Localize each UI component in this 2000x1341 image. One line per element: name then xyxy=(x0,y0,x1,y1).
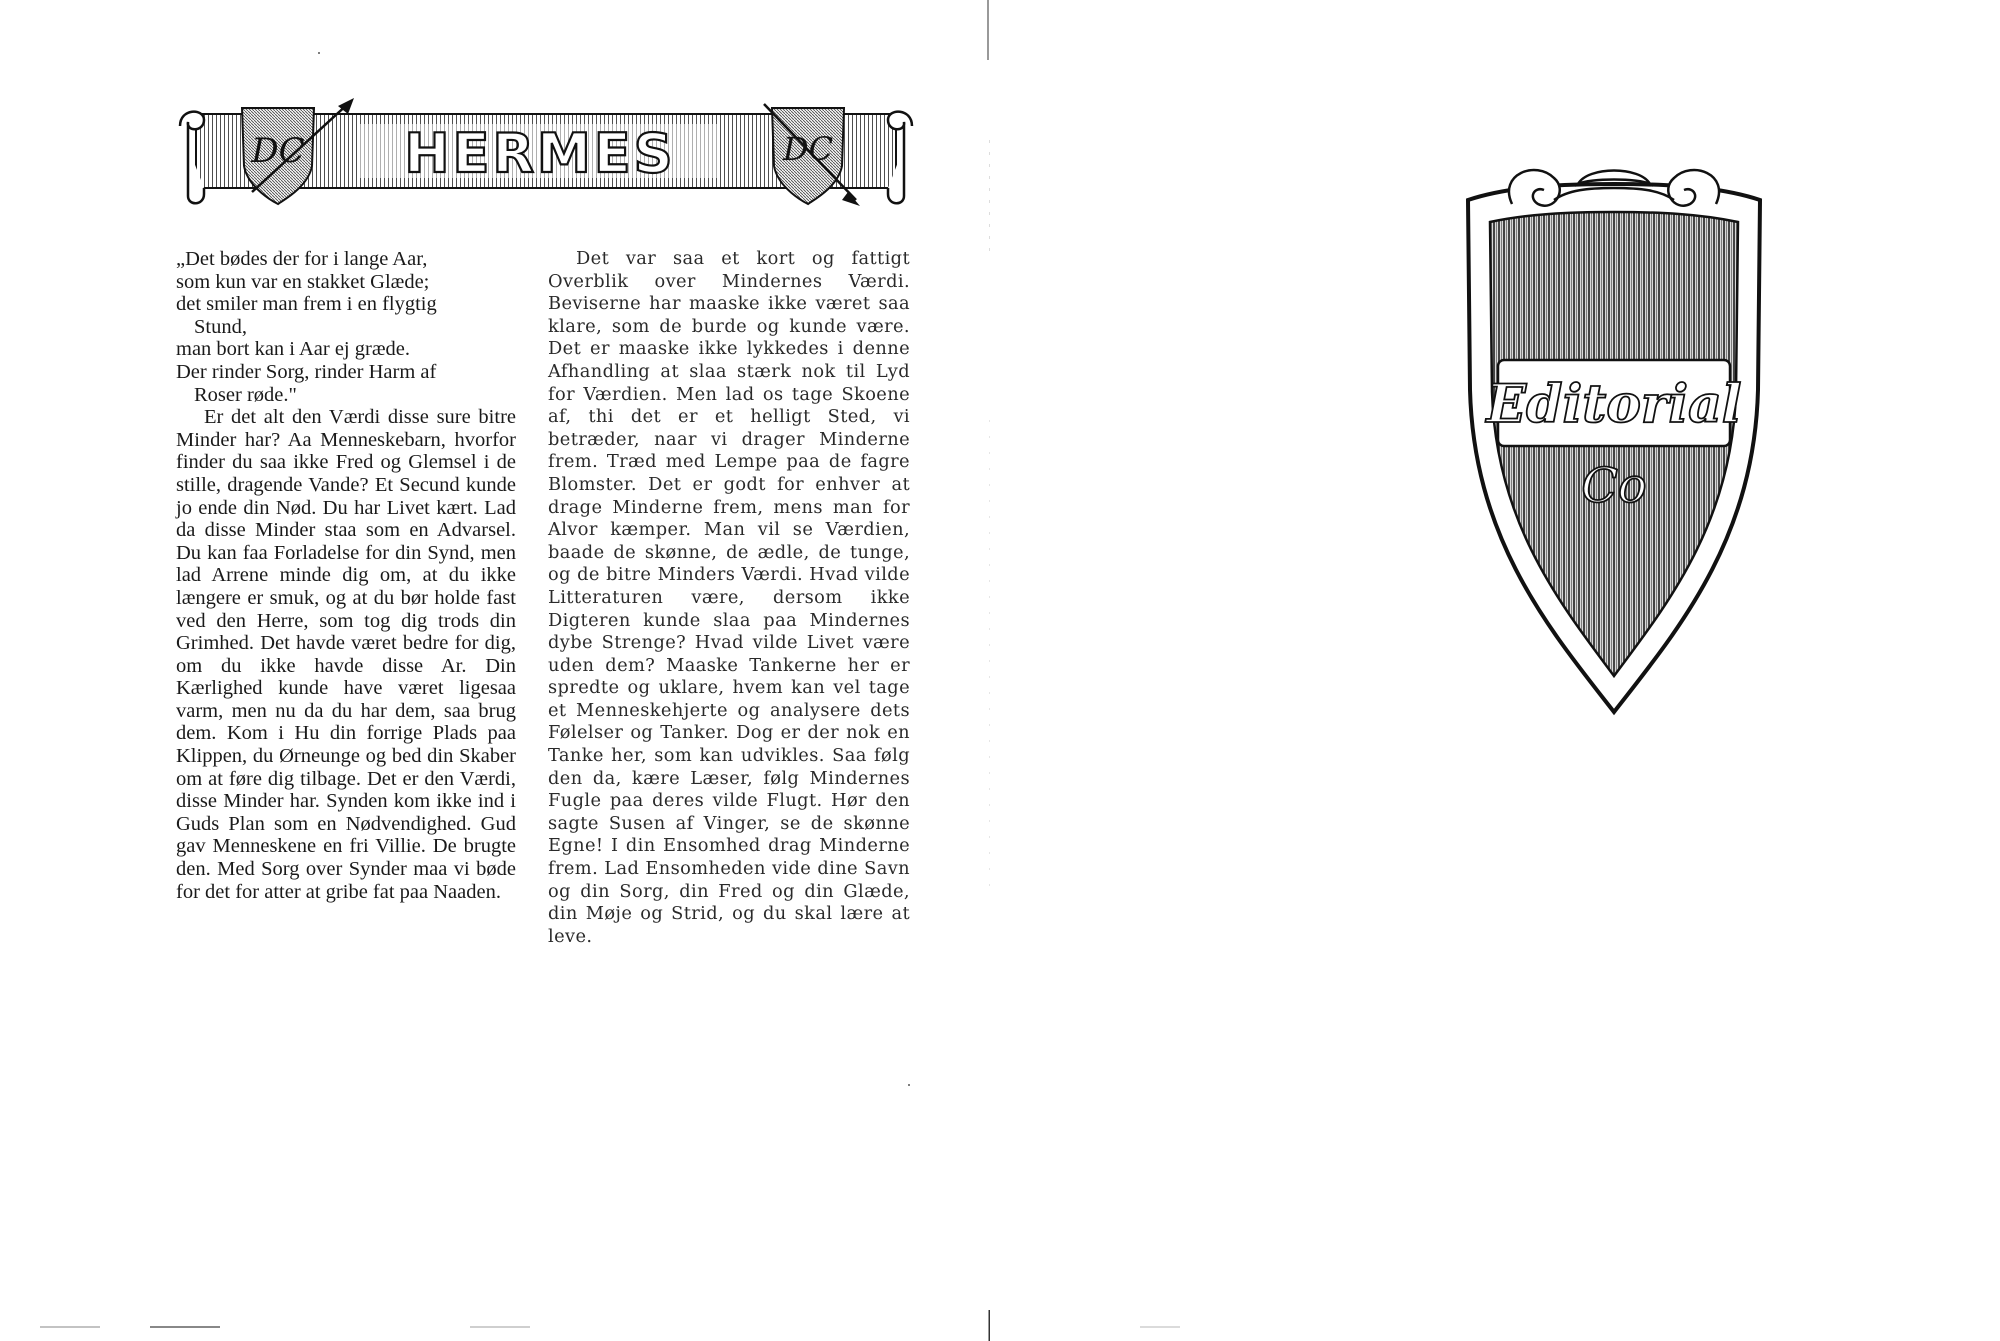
poem-stanza xyxy=(176,248,516,406)
scan-line xyxy=(1140,1326,1180,1328)
poem-line: som kun var en stakket Glæde; xyxy=(176,270,430,293)
poem-line: „Det bødes der for i lange Aar, xyxy=(176,248,428,270)
scan-line xyxy=(150,1326,220,1328)
hermes-banner xyxy=(176,96,916,208)
shield-monogram: Co xyxy=(1581,458,1647,514)
poem-line: det smiler man frem i en flygtig xyxy=(176,293,437,316)
svg-text:DC: DC xyxy=(251,131,305,171)
poem-line: Der rinder Sorg, rinder Harm af xyxy=(176,360,437,383)
poem-line: Roser røde." xyxy=(194,383,297,406)
left-text-column xyxy=(176,248,516,903)
banner-title: HERMES xyxy=(404,122,676,185)
scan-speck xyxy=(318,52,320,54)
shield-word: Editorial xyxy=(1486,374,1742,435)
scan-line xyxy=(40,1326,100,1328)
scan-line xyxy=(470,1326,530,1328)
right-text-column xyxy=(548,248,910,948)
scan-speck xyxy=(908,1084,910,1086)
body-paragraph: Er det alt den Værdi disse sure bitre Minder har? Aa Menneskebarn, hvorfor finder du saa ikke Fred og Glemsel i de stille, dragende Vande? Et Secund kunde jo ende din Nød. Du har Livet kært. Lad da disse Minder staa som en Advarsel. Du kan faa Forladelse for din Synd, men lad Arrene minde dig om, at du ikke længere er smuk, og at du bør holde fast ved den Herre, som tog dig trods din Grimhed. Det havde været bedre for dig, om du ikke havde disse Ar. Din Kærlighed kunde have været ligesaa varm, men nu da du har dem, saa brug dem. Kom i Hu din forrige Plads paa Klippen, du Ørneunge og bed din Skaber om at føre dig tilbage. Det er den Værdi, disse Minder har. Synden kom ikke ind i Guds Plan som en Nødvendighed. Gud gav Menneskene en fri Villie. De brugte den. Med Sorg over Synder maa vi bøde for det for atter at gribe fat paa Naaden. xyxy=(176,406,516,903)
poem-line: Stund, xyxy=(194,315,247,338)
poem-line: man bort kan i Aar ej græde. xyxy=(176,338,410,361)
svg-text:DC: DC xyxy=(782,130,834,168)
left-page xyxy=(0,0,990,1341)
body-paragraph: Det var saa et kort og fattigt Overblik over Mindernes Værdi. Beviserne har maaske ikke været saa klare, som de burde og kunde være. Det er maaske ikke lykkedes i denne Afhandling at slaa stærk nok til Lyd for Værdien. Men lad os tage Skoene af, thi det er et helligt Sted, vi betræder, naar vi drager Minderne frem. Træd med Lempe paa de fagre Blomster. Det er godt for enhver at drage Minderne frem, mens man for Alvor kæmper. Man vil se Værdien, baade de skønne, de ædle, de tunge, og de bitre Minders Værdi. Hvad vilde Litteraturen være, dersom ikke Digteren kunde slaa paa Mindernes dybe Strenge? Hvad vilde Livet være uden dem? Maaske Tankerne her er spredte og uklare, hvem kan vel tage et Menneskehjerte og analysere dets Følelser og Tanker. Dog er der nok en Tanke her, som kan udvikles. Saa følg den da, kære Læser, følg Mindernes Fugle paa deres vilde Flugt. Hør den sagte Susen af Vinger, se de skønne Egne! I din Ensomhed drag Minderne frem. Lad Ensomheden vide dine Savn og din Sorg, din Fred og din Glæde, din Møje og Strid, og du skal lære at leve. xyxy=(548,248,910,947)
editorial-shield xyxy=(1458,160,1770,720)
